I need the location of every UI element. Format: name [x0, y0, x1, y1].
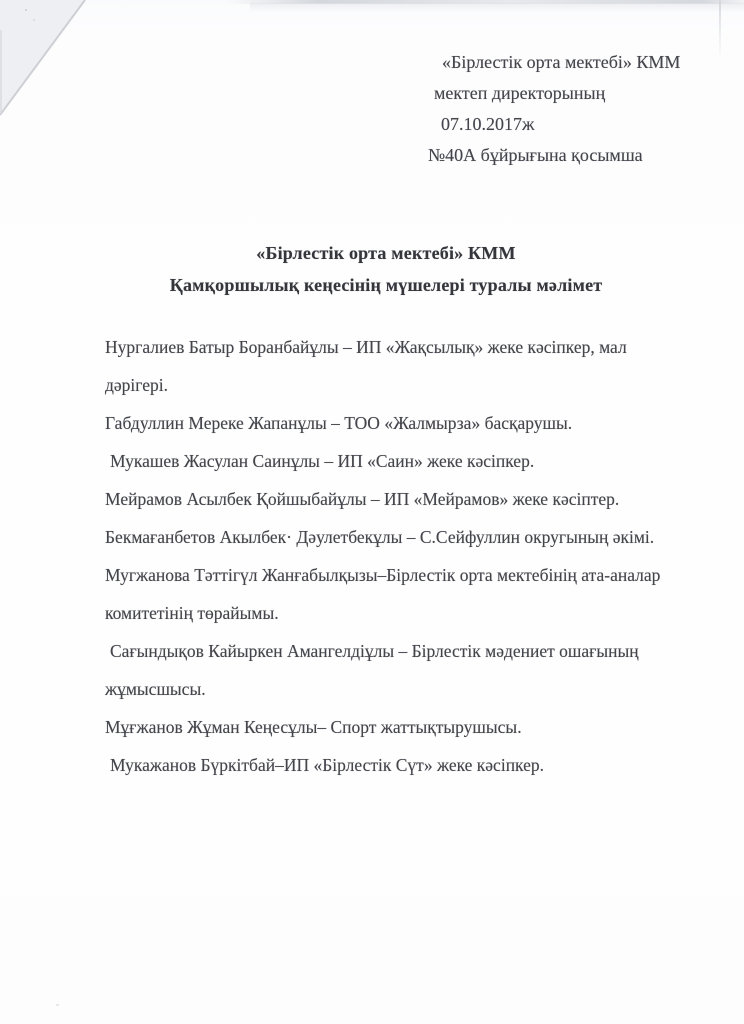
member-entry-line: Габдуллин Мереке Жапанұлы – ТОО «Жалмырза» басқарушы.	[105, 413, 573, 433]
member-entry	[105, 556, 705, 632]
members-list	[105, 328, 705, 784]
member-entry	[105, 480, 705, 518]
member-entry-line: дәрігері.	[105, 375, 168, 395]
approval-header-line: 07.10.2017ж	[441, 114, 535, 134]
approval-header-line: «Бірлестік орта мектебі» КММ	[442, 52, 681, 72]
dust-speck	[33, 19, 35, 21]
member-entry-line: Мейрамов Асылбек Қойшыбайұлы – ИП «Мейрамов» жеке кәсіптер.	[105, 489, 620, 509]
member-entry	[105, 442, 705, 480]
member-entry	[105, 518, 705, 556]
dust-speck	[56, 1004, 59, 1006]
member-entry-line: жұмысшысы.	[105, 679, 206, 699]
member-entry-line: комитетінің төрайымы.	[105, 603, 279, 623]
approval-header-line: мектеп директорының	[434, 83, 606, 103]
document-title	[103, 237, 669, 301]
member-entry-line: Мукажанов Бүркітбай–ИП «Бірлестік Сүт» жеке кәсіпкер.	[110, 755, 545, 775]
approval-header-block	[428, 47, 680, 171]
approval-header-line: №40А бұйрығына қосымша	[428, 145, 643, 165]
scan-edge-smudge-soft	[250, 3, 744, 12]
member-entry	[105, 404, 705, 442]
dust-speck	[25, 9, 27, 11]
member-entry-line: Мугжанова Тәттігүл Жанғабылқызы–Бірлестік орта мектебінің ата-аналар	[105, 565, 661, 585]
member-entry-line: Сағындықов Кайыркен Амангелдіұлы – Бірлестік мәдениет ошағының	[110, 641, 639, 661]
member-entry-line: Мұғжанов Жұман Кеңесұлы– Спорт жаттықтырушысы.	[105, 717, 522, 737]
document-subtitle-line: Қамқоршылық кеңесінің мүшелері туралы мәлімет	[169, 275, 603, 295]
member-entry	[105, 708, 705, 746]
page-corner-fold-artifact	[0, 0, 96, 126]
member-entry	[105, 328, 705, 404]
member-entry-line: Мукашев Жасулан Саинұлы – ИП «Саин» жеке кәсіпкер.	[110, 451, 535, 471]
member-entry-line: Бекмағанбетов Акылбек· Дәулетбекұлы – С.Сейфуллин округының әкімі.	[105, 527, 655, 547]
member-entry	[105, 746, 705, 784]
paper-crease-artifact	[719, 0, 721, 58]
member-entry-line: Нургалиев Батыр Боранбайұлы – ИП «Жақсылық» жеке кәсіпкер, мал	[105, 337, 627, 357]
document-title-line: «Бірлестік орта мектебі» КММ	[256, 243, 516, 263]
member-entry	[105, 632, 705, 708]
